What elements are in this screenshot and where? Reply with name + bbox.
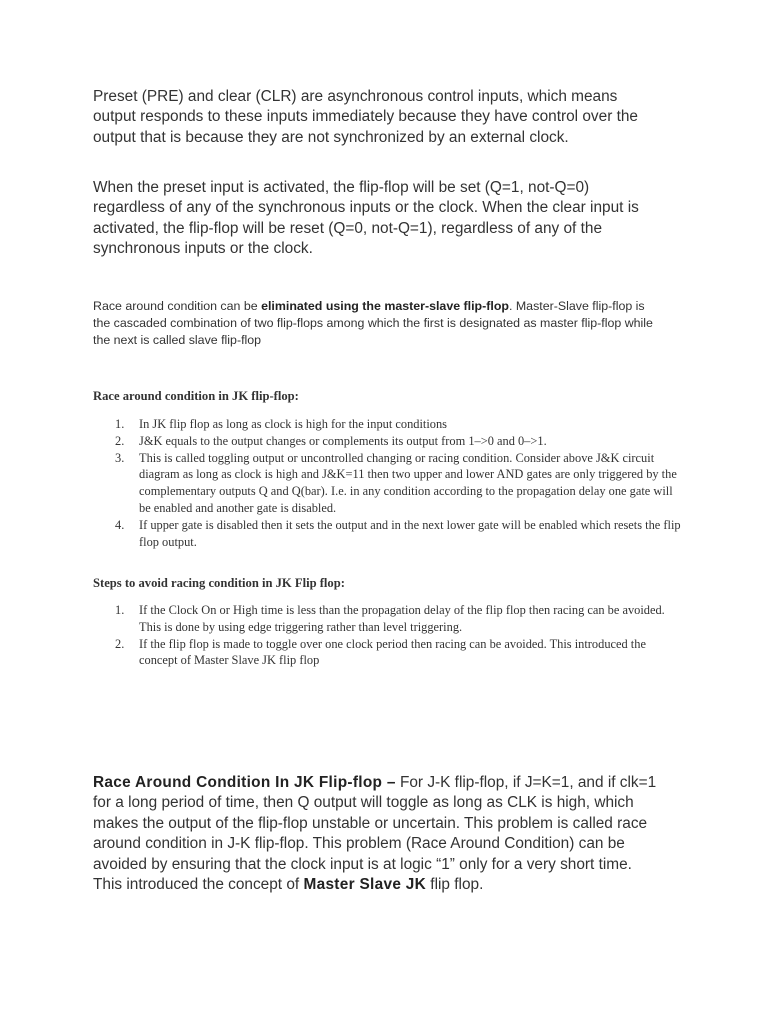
list-item xyxy=(93,636,683,670)
list-item-text: If upper gate is disabled then it sets the output and in the next lower gate will be enabled which resets the flip flop output. xyxy=(139,517,681,549)
list-item xyxy=(93,416,683,433)
list-item-text: In JK flip flop as long as clock is high for the input conditions xyxy=(139,417,448,431)
race-around-list xyxy=(93,416,683,550)
list-item xyxy=(93,450,683,517)
list-item-text: This is called toggling output or uncontrolled changing or racing condition. Consider above J&K circuit diagram as long as clock is high and J&K=11 then two upper and lower AND gates are only triggered by the complementary outputs Q and Q(bar). I.e. in any condition according to the propagation delay one gate will be enabled and another gate is disabled. xyxy=(139,450,677,515)
steps-avoid-list xyxy=(93,602,683,669)
paragraph-race-around-condition xyxy=(93,773,663,895)
list-item-number: 1. xyxy=(115,417,125,431)
list-item-text: If the Clock On or High time is less than the propagation delay of the flip flop then racing can be avoided. This is done by using edge triggering rather than level triggering. xyxy=(139,603,665,634)
list-item-number: 1. xyxy=(115,603,125,617)
list-item-number: 4. xyxy=(115,517,125,532)
heading-steps-avoid-racing: Steps to avoid racing condition in JK Flip flop: xyxy=(93,576,345,590)
list-item xyxy=(93,433,683,450)
paragraph-race-around-tail: flip flop. xyxy=(426,876,484,894)
list-item xyxy=(93,517,683,551)
paragraph-master-slave-pre: Race around condition can be xyxy=(93,299,262,313)
list-item xyxy=(93,602,683,636)
paragraph-master-slave xyxy=(93,298,663,348)
paragraph-master-slave-bold: eliminated using the master-slave flip-flop xyxy=(261,299,509,313)
list-item-number: 2. xyxy=(115,636,125,651)
list-item-text: J&K equals to the output changes or complements its output from 1–>0 and 0–>1. xyxy=(139,433,547,448)
heading-race-around-jk: Race around condition in JK flip-flop: xyxy=(93,389,299,403)
paragraph-master-slave-post: . Master-Slave flip-flop is the cascaded combination of two flip-flops among which the first is designated as master flip-flop while the next is called slave flip-flop xyxy=(93,299,653,347)
paragraph-race-around-bold-msjk: Master Slave JK xyxy=(303,876,427,894)
paragraph-preset-activation: When the preset input is activated, the flip-flop will be set (Q=1, not-Q=0) regardless of any of the synchronous inputs or the clock. When the clear input is activated, the flip-flop will be reset (Q=0, not-Q=1), regardless of any of the synchronous inputs or the clock. xyxy=(93,179,639,258)
paragraph-preset-clear: Preset (PRE) and clear (CLR) are asynchronous control inputs, which means output responds to these inputs immediately because they have control over the output that is because they are not synchronized by an external clock. xyxy=(93,88,638,146)
paragraph-race-around-bold-title: Race Around Condition In JK Flip-flop – xyxy=(93,774,396,791)
list-item-number: 2. xyxy=(115,433,125,448)
list-item-text: If the flip flop is made to toggle over one clock period then racing can be avoided. This introduced the concept of Master Slave JK flip flop xyxy=(139,636,646,668)
list-item-number: 3. xyxy=(115,450,125,465)
paragraph-race-around-body: For J-K flip-flop, if J=K=1, and if clk=1 for a long period of time, then Q output will toggle as long as CLK is high, which makes the output of the flip-flop unstable or uncertain. This problem is called race around condition in J-K flip-flop. This problem (Race Around Condition) can be avoided by ensuring that the clock input is at logic “1” only for a very short time. This introduced the concept of xyxy=(93,774,657,894)
